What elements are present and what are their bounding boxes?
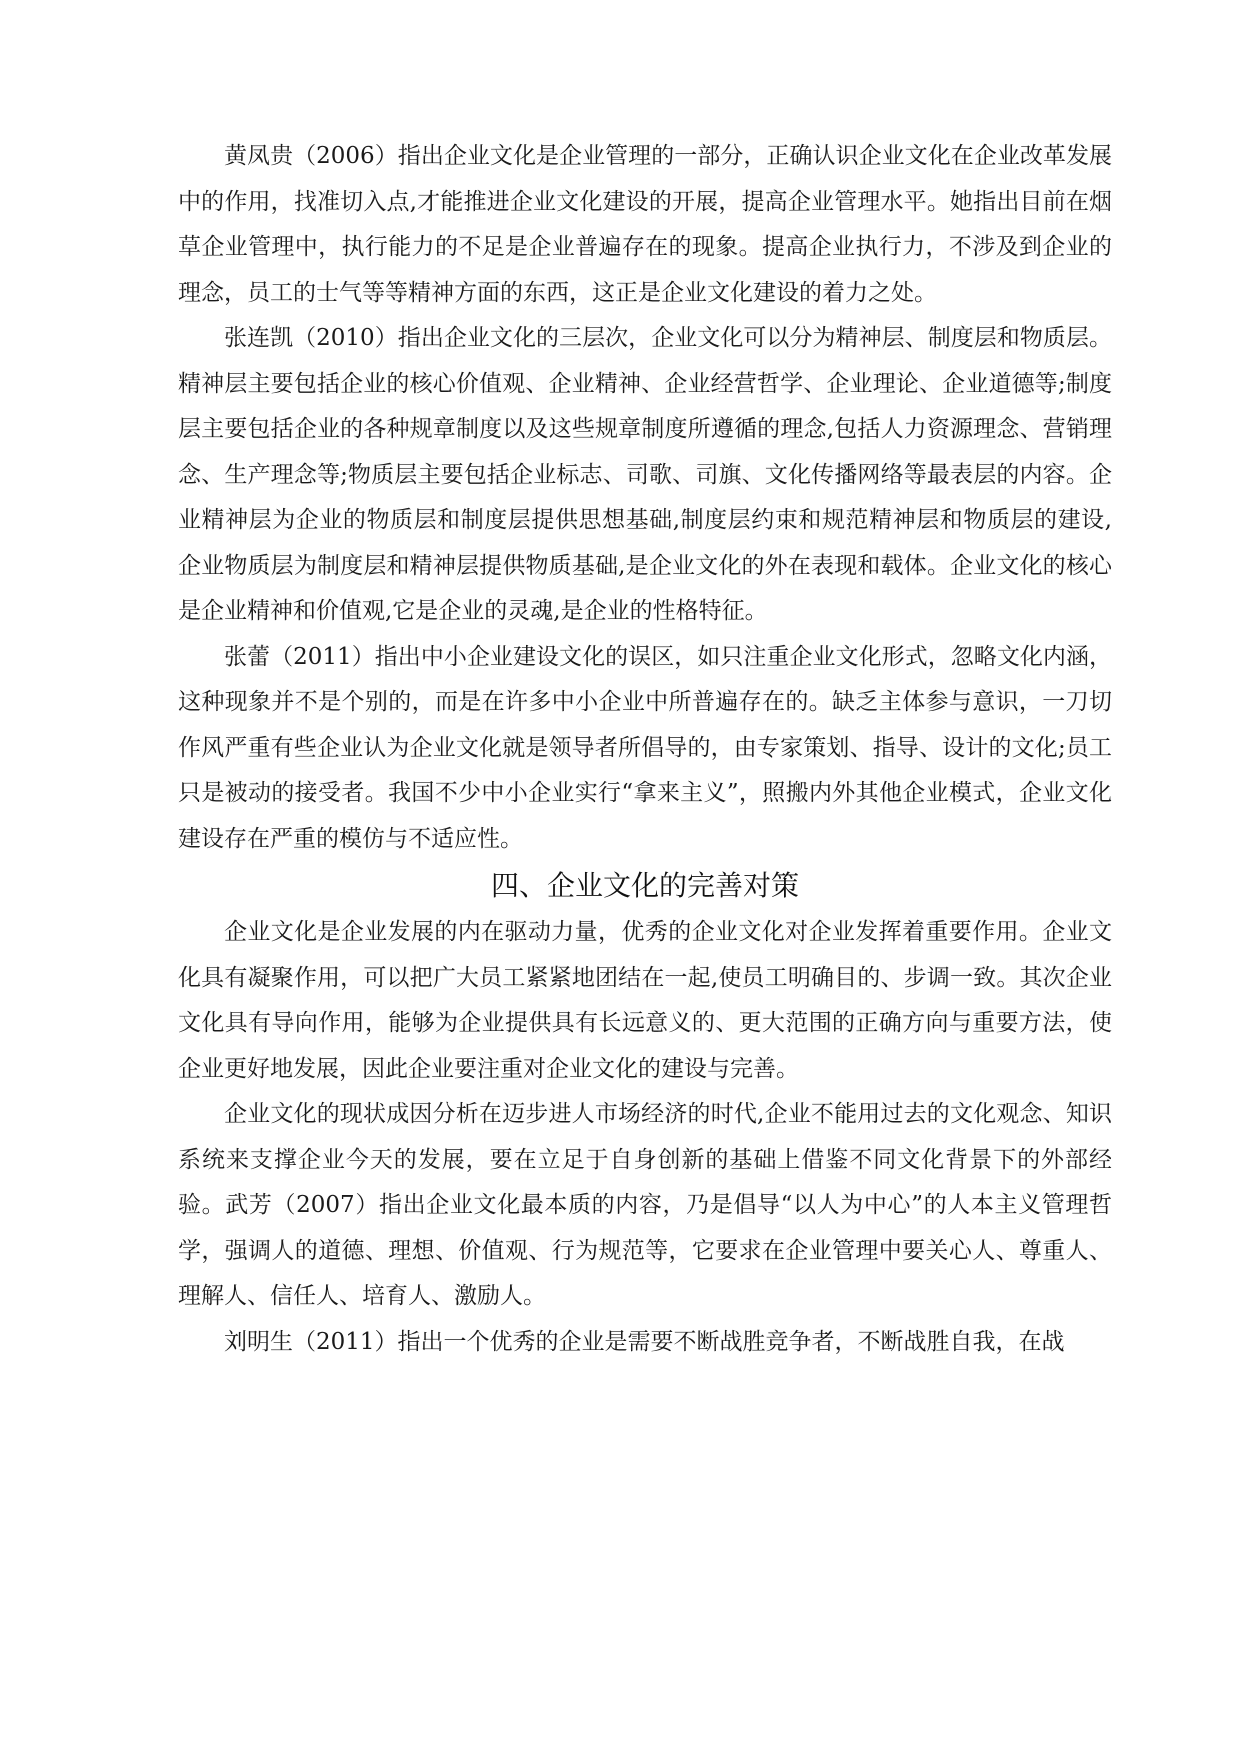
paragraph-culture-driving-force: 企业文化是企业发展的内在驱动力量，优秀的企业文化对企业发挥着重要作用。企业文化具有凝聚作用，可以把广大员工紧紧地团结在一起,使员工明确目的、步调一致。其次企业文化具有导向作用，能够为企业提供具有长远意义的、更大范围的正确方向与重要方法，使企业更好地发展，因此企业要注重对企业文化的建设与完善。	[178, 919, 1112, 1082]
paragraph-zhang-lei: 张蕾（2011）指出中小企业建设文化的误区，如只注重企业文化形式，忽略文化内涵，这种现象并不是个别的，而是在许多中小企业中所普遍存在的。缺乏主体参与意识，一刀切作风严重有些企业认为企业文化就是领导者所倡导的，由专家策划、指导、设计的文化;员工只是被动的接受者。我国不少中小企业实行“拿来主义”，照搬内外其他企业模式，企业文化建设存在严重的模仿与不适应性。	[178, 643, 1112, 852]
paragraph-wu-fang: 企业文化的现状成因分析在迈步进人市场经济的时代,企业不能用过去的文化观念、知识系统来支撑企业今天的发展，要在立足于自身创新的基础上借鉴不同文化背景下的外部经验。武芳（2007）指出企业文化最本质的内容，乃是倡导“以人为中心”的人本主义管理哲学，强调人的道德、理想、价值观、行为规范等，它要求在企业管理中要关心人、尊重人、理解人、信任人、培育人、激励人。	[178, 1101, 1112, 1309]
paragraph-huang-fenggui: 黄凤贵（2006）指出企业文化是企业管理的一部分，正确认识企业文化在企业改革发展中的作用，找准切入点,才能推进企业文化建设的开展，提高企业管理水平。她指出目前在烟草企业管理中，执行能力的不足是企业普遍存在的现象。提高企业执行力，不涉及到企业的理念，员工的士气等等精神方面的东西，这正是企业文化建设的着力之处。	[178, 143, 1112, 306]
paragraph-zhang-liankai: 张连凯（2010）指出企业文化的三层次，企业文化可以分为精神层、制度层和物质层。精神层主要包括企业的核心价值观、企业精神、企业经营哲学、企业理论、企业道德等;制度层主要包括企业的各种规章制度以及这些规章制度所遵循的理念,包括人力资源理念、营销理念、生产理念等;物质层主要包括企业标志、司歌、司旗、文化传播网络等最表层的内容。企业精神层为企业的物质层和制度层提供思想基础,制度层约束和规范精神层和物质层的建设,企业物质层为制度层和精神层提供物质基础,是企业文化的外在表现和载体。企业文化的核心是企业精神和价值观,它是企业的灵魂,是企业的性格特征。	[178, 325, 1112, 624]
section-heading: 四、企业文化的完善对策	[490, 869, 799, 902]
paragraph-liu-mingsheng: 刘明生（2011）指出一个优秀的企业是需要不断战胜竞争者，不断战胜自我，在战	[224, 1328, 1065, 1355]
document-page	[178, 134, 1112, 1365]
